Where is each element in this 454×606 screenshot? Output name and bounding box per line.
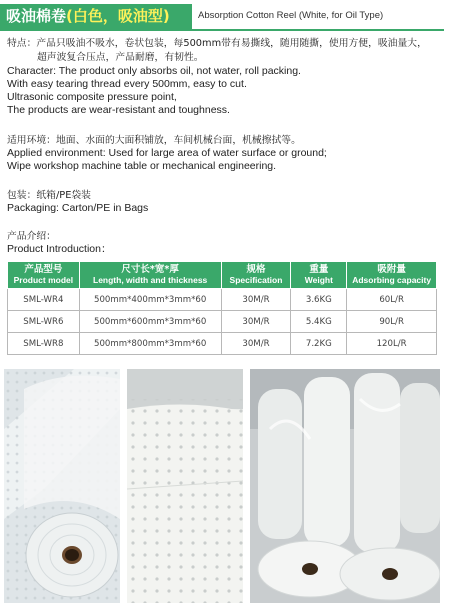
cell-model: SML-WR8 bbox=[8, 333, 80, 355]
header-model-en: Product model bbox=[13, 275, 74, 285]
environment-en-line2: Wipe workshop machine table or mechanical engineering. bbox=[7, 160, 277, 172]
table-row bbox=[8, 289, 437, 311]
table-row bbox=[8, 333, 437, 355]
cell-specification: 30M/R bbox=[221, 289, 291, 311]
intro-en: Product Introduction： bbox=[7, 243, 112, 255]
product-photo-closeup bbox=[127, 369, 243, 603]
cell-model: SML-WR4 bbox=[8, 289, 80, 311]
header-dimensions bbox=[79, 262, 221, 289]
header-specification-cn: 规格 bbox=[246, 264, 266, 275]
environment-en-line1: Applied environment: Used for large area of water surface or ground; bbox=[7, 147, 327, 159]
cell-specification: 30M/R bbox=[221, 333, 291, 355]
cell-capacity: 120L/R bbox=[347, 333, 437, 355]
packaged-photo-graphic bbox=[250, 369, 440, 603]
header-capacity bbox=[347, 262, 437, 289]
header-model bbox=[8, 262, 80, 289]
header-dimensions-en: Length, width and thickness bbox=[93, 275, 208, 285]
cell-dimensions: 500mm*600mm*3mm*60 bbox=[79, 311, 221, 333]
features-en-line2: With easy tearing thread every 500mm, easy to cut. bbox=[7, 78, 247, 90]
features-en-line1: Character: The product only absorbs oil, not water, roll packing. bbox=[7, 65, 301, 77]
closeup-photo-graphic bbox=[127, 369, 243, 603]
title-bar bbox=[0, 4, 192, 29]
header-specification-en: Specification bbox=[229, 275, 283, 285]
header-model-cn: 产品型号 bbox=[24, 264, 63, 275]
title-cn-main: 吸油棉卷 bbox=[6, 7, 67, 25]
cell-capacity: 60L/R bbox=[347, 289, 437, 311]
header-weight bbox=[291, 262, 347, 289]
header-specification bbox=[221, 262, 291, 289]
header-weight-cn: 重量 bbox=[309, 264, 329, 275]
title-underline bbox=[0, 29, 444, 31]
features-cn-line2: 超声波复合压点，产品耐磨，有韧性。 bbox=[37, 52, 204, 63]
cell-weight: 7.2KG bbox=[291, 333, 347, 355]
packaging-cn: 包装：纸箱/PE袋装 bbox=[7, 190, 91, 201]
spec-table-header-row bbox=[8, 262, 437, 289]
cell-dimensions: 500mm*800mm*3mm*60 bbox=[79, 333, 221, 355]
header-capacity-cn: 吸附量 bbox=[377, 264, 406, 275]
cell-weight: 5.4KG bbox=[291, 311, 347, 333]
cell-dimensions: 500mm*400mm*3mm*60 bbox=[79, 289, 221, 311]
spec-table bbox=[7, 261, 437, 355]
title-cn-paren: (白色，吸油型) bbox=[66, 7, 170, 25]
header-weight-en: Weight bbox=[304, 275, 333, 285]
cell-capacity: 90L/R bbox=[347, 311, 437, 333]
features-en-line4: The products are wear-resistant and toughness. bbox=[7, 104, 230, 116]
features-cn-line1: 特点：产品只吸油不吸水，卷状包装，每500mm带有易撕线，随用随撕，使用方便，吸油量大， bbox=[7, 38, 427, 49]
header-capacity-en: Adsorbing capacity bbox=[352, 275, 432, 285]
product-photo-roll bbox=[4, 369, 120, 603]
environment-cn: 适用环境：地面、水面的大面积铺放，车间机械台面，机械擦拭等。 bbox=[7, 135, 301, 146]
title-en: Absorption Cotton Reel (White, for Oil Type) bbox=[198, 10, 384, 21]
header-dimensions-cn: 尺寸长*宽*厚 bbox=[121, 264, 179, 275]
packaging-en: Packaging: Carton/PE in Bags bbox=[7, 202, 149, 214]
cell-specification: 30M/R bbox=[221, 311, 291, 333]
table-row bbox=[8, 311, 437, 333]
cell-weight: 3.6KG bbox=[291, 289, 347, 311]
page-header bbox=[0, 0, 454, 32]
roll-photo-graphic bbox=[4, 369, 120, 603]
product-photo-packaged bbox=[250, 369, 440, 603]
intro-cn: 产品介绍： bbox=[7, 231, 56, 242]
cell-model: SML-WR6 bbox=[8, 311, 80, 333]
features-en-line3: Ultrasonic composite pressure point, bbox=[7, 91, 177, 103]
